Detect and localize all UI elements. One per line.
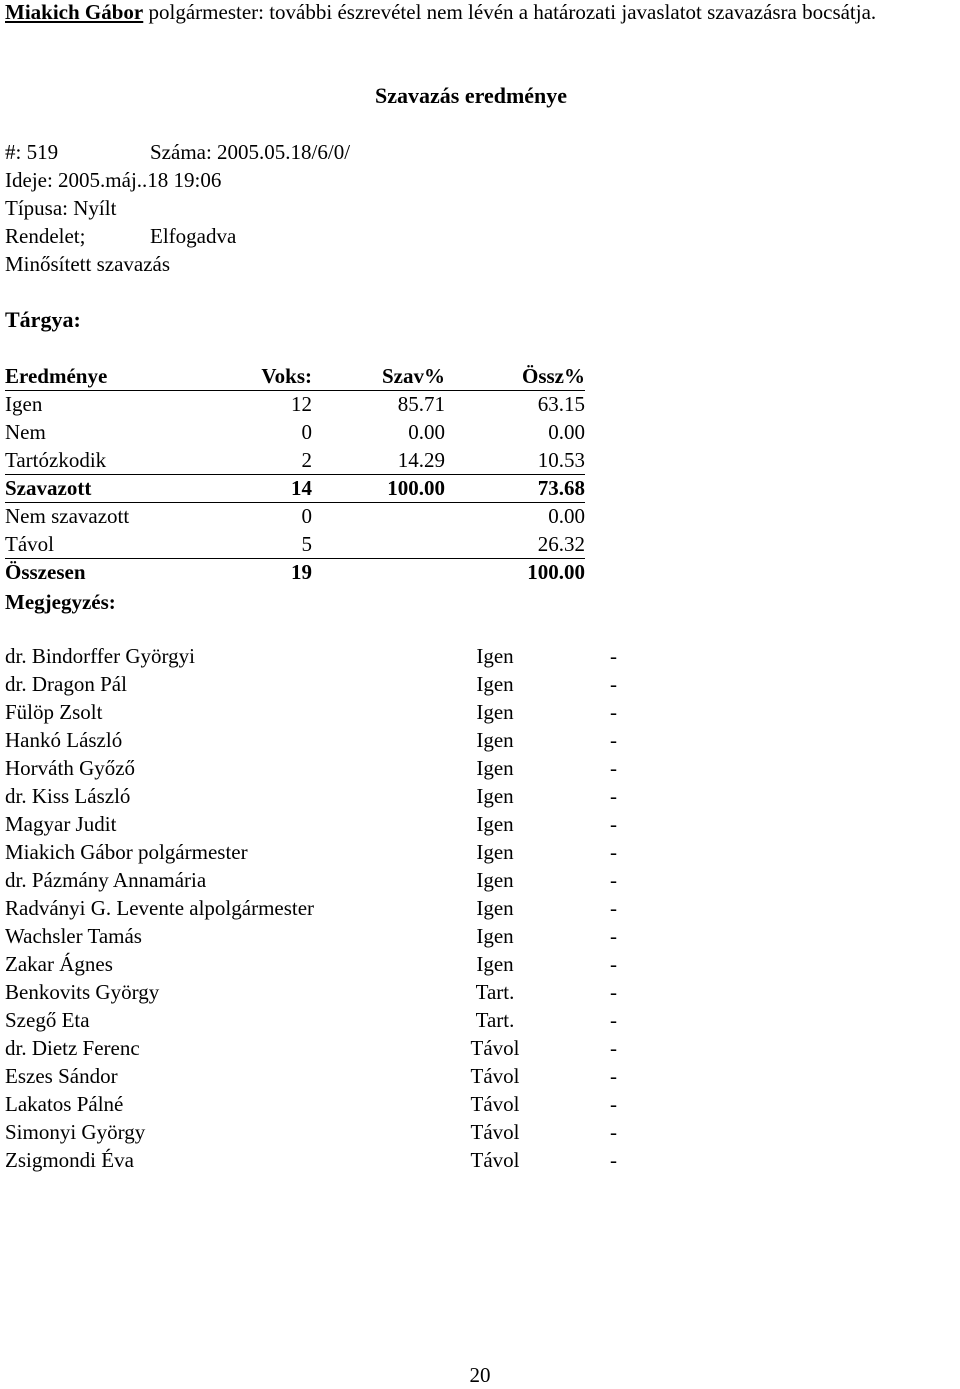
row-ossz: 10.53 xyxy=(537,448,585,472)
voter-dash: - xyxy=(610,924,617,948)
voter-name: Miakich Gábor polgármester xyxy=(5,840,248,864)
voter-vote: Igen xyxy=(476,952,514,976)
voter-row xyxy=(5,866,617,894)
remarks-label: Megjegyzés: xyxy=(5,590,116,614)
row-szav: 14.29 xyxy=(397,448,445,472)
voter-dash: - xyxy=(610,1120,617,1144)
voter-name: Benkovits György xyxy=(5,980,160,1004)
voter-dash: - xyxy=(610,1148,617,1172)
voter-dash: - xyxy=(610,868,617,892)
voter-vote: Igen xyxy=(476,812,514,836)
voter-name: Horváth Győző xyxy=(5,756,136,780)
voter-dash: - xyxy=(610,756,617,780)
vote-tipusa: Típusa: Nyílt xyxy=(5,196,117,220)
results-row-szavazott xyxy=(5,474,585,503)
subject-label: Tárgya: xyxy=(5,307,81,332)
voter-vote: Igen xyxy=(476,644,514,668)
results-row-osszesen xyxy=(5,558,585,586)
voter-name: Fülöp Zsolt xyxy=(5,700,103,724)
voter-row xyxy=(5,810,617,838)
row-label: Távol xyxy=(5,532,54,556)
results-row-nem-szavazott xyxy=(5,502,585,530)
voter-name: Zakar Ágnes xyxy=(5,952,113,976)
voter-vote: Igen xyxy=(476,840,514,864)
voter-row xyxy=(5,950,617,978)
voter-row xyxy=(5,1062,617,1090)
voter-dash: - xyxy=(610,896,617,920)
voter-vote: Tart. xyxy=(475,980,515,1004)
voter-vote: Távol xyxy=(470,1064,520,1088)
voter-row xyxy=(5,754,617,782)
intro-paragraph xyxy=(5,0,955,26)
voter-dash: - xyxy=(610,980,617,1004)
vote-result-title: Szavazás eredménye xyxy=(375,83,568,108)
voter-dash: - xyxy=(610,644,617,668)
row-ossz: 0.00 xyxy=(548,420,585,444)
voter-dash: - xyxy=(610,952,617,976)
voter-dash: - xyxy=(610,1064,617,1088)
voter-name: Zsigmondi Éva xyxy=(5,1148,134,1172)
row-voks: 2 xyxy=(301,448,312,472)
row-ossz: 0.00 xyxy=(548,504,585,528)
results-row-igen xyxy=(5,390,585,418)
row-szav: 100.00 xyxy=(387,476,445,500)
voter-name: dr. Dietz Ferenc xyxy=(5,1036,140,1060)
voter-name: Radványi G. Levente alpolgármester xyxy=(5,896,315,920)
voter-name: Hankó László xyxy=(5,728,123,752)
row-label: Összesen xyxy=(5,560,86,584)
results-row-nem xyxy=(5,418,585,446)
voter-dash: - xyxy=(610,672,617,696)
vote-number: #: 519 xyxy=(5,140,59,164)
header-szav: Szav% xyxy=(382,364,445,388)
voter-vote: Igen xyxy=(476,896,514,920)
header-voks: Voks: xyxy=(261,364,312,388)
header-eredmenye: Eredménye xyxy=(5,364,108,388)
voter-row xyxy=(5,894,617,922)
voter-row xyxy=(5,1034,617,1062)
vote-elfogadva: Elfogadva xyxy=(150,224,237,248)
voter-vote: Távol xyxy=(470,1092,520,1116)
row-voks: 0 xyxy=(301,504,312,528)
voter-vote: Igen xyxy=(476,672,514,696)
voter-name: Lakatos Pálné xyxy=(5,1092,124,1116)
voter-name: dr. Pázmány Annamária xyxy=(5,868,207,892)
mayor-name: Miakich Gábor xyxy=(5,0,144,24)
voter-name: Magyar Judit xyxy=(5,812,117,836)
row-ossz: 26.32 xyxy=(537,532,585,556)
vote-minositett: Minősített szavazás xyxy=(5,252,171,276)
row-ossz: 63.15 xyxy=(537,392,585,416)
vote-rendelet: Rendelet; xyxy=(5,224,86,248)
voter-dash: - xyxy=(610,812,617,836)
row-label: Nem xyxy=(5,420,46,444)
voter-row xyxy=(5,1146,617,1174)
voter-name: Wachsler Tamás xyxy=(5,924,142,948)
voter-vote: Igen xyxy=(476,784,514,808)
header-ossz: Össz% xyxy=(522,364,585,388)
results-header xyxy=(5,362,585,391)
voter-vote: Igen xyxy=(476,868,514,892)
voter-dash: - xyxy=(610,840,617,864)
results-row-tartozkodik xyxy=(5,446,585,475)
row-label: Tartózkodik xyxy=(5,448,107,472)
voter-dash: - xyxy=(610,728,617,752)
voter-row xyxy=(5,1006,617,1034)
voter-vote: Igen xyxy=(476,756,514,780)
voter-name: dr. Bindorffer Györgyi xyxy=(5,644,195,668)
voter-dash: - xyxy=(610,1008,617,1032)
voter-row xyxy=(5,726,617,754)
row-voks: 19 xyxy=(291,560,312,584)
voter-dash: - xyxy=(610,1092,617,1116)
row-voks: 0 xyxy=(301,420,312,444)
row-szav: 0.00 xyxy=(408,420,445,444)
voter-row xyxy=(5,1090,617,1118)
page-number: 20 xyxy=(469,1363,491,1387)
voter-row xyxy=(5,978,617,1006)
voter-row xyxy=(5,838,617,866)
intro-text: polgármester: további észrevétel nem lévén a határozati javaslatot szavazásra bocsátja. xyxy=(143,0,877,24)
voter-vote: Távol xyxy=(470,1148,520,1172)
voter-row xyxy=(5,698,617,726)
voter-row xyxy=(5,670,617,698)
voter-row xyxy=(5,642,617,670)
voter-row xyxy=(5,1118,617,1146)
vote-szama: Száma: 2005.05.18/6/0/ xyxy=(150,140,351,164)
voter-row xyxy=(5,782,617,810)
voter-vote: Tart. xyxy=(475,1008,515,1032)
voter-name: Szegő Eta xyxy=(5,1008,90,1032)
voter-dash: - xyxy=(610,784,617,808)
voter-vote: Távol xyxy=(470,1120,520,1144)
voter-row xyxy=(5,922,617,950)
voter-name: Eszes Sándor xyxy=(5,1064,118,1088)
voter-name: dr. Kiss László xyxy=(5,784,131,808)
voter-dash: - xyxy=(610,1036,617,1060)
voter-vote: Igen xyxy=(476,700,514,724)
row-ossz: 100.00 xyxy=(527,560,585,584)
voter-name: dr. Dragon Pál xyxy=(5,672,127,696)
voter-dash: - xyxy=(610,700,617,724)
vote-ideje: Ideje: 2005.máj..18 19:06 xyxy=(5,168,222,192)
row-ossz: 73.68 xyxy=(537,476,585,500)
row-voks: 14 xyxy=(291,476,312,500)
voter-vote: Igen xyxy=(476,924,514,948)
row-label: Nem szavazott xyxy=(5,504,130,528)
row-voks: 5 xyxy=(301,532,312,556)
results-row-tavol xyxy=(5,530,585,559)
row-label: Igen xyxy=(5,392,43,416)
row-label: Szavazott xyxy=(5,476,92,500)
row-szav: 85.71 xyxy=(397,392,445,416)
voter-vote: Távol xyxy=(470,1036,520,1060)
voter-vote: Igen xyxy=(476,728,514,752)
row-voks: 12 xyxy=(291,392,312,416)
voter-name: Simonyi György xyxy=(5,1120,146,1144)
